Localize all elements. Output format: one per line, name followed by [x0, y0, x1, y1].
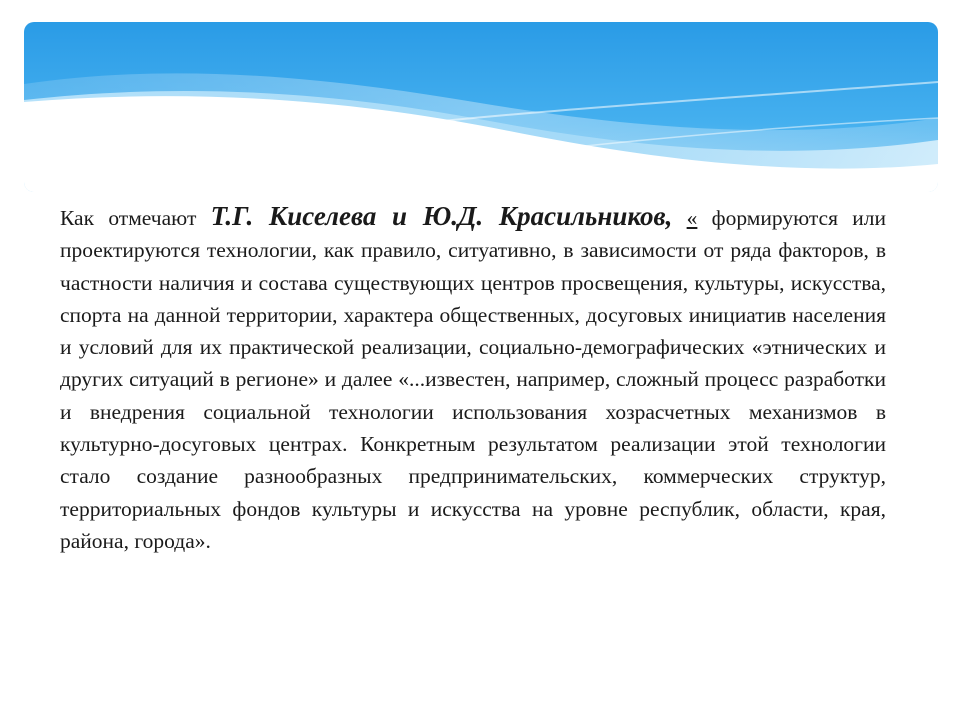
authors-name: Т.Г. Киселева и Ю.Д. Красильников,: [210, 201, 673, 231]
quote-paragraph: [60, 200, 886, 557]
opening-quote-mark: «: [686, 206, 698, 230]
paragraph-body: формируются или проектируются технологии, как правило, ситуативно, в зависимости от ряда факторов, в частности наличия и состава существующих центров просвещения, культуры, искусства, спорта на данной территории, характера общественных, досуговых инициатив населения и условий для их практической реализации, социально-демографических «этнических и других ситуаций в регионе» и далее «...известен, например, сложный процесс разработки и внедрения социальной технологии использования хозрасчетных механизмов в культурно-досуговых центрах. Конкретным результатом реализации этой технологии стало создание разнообразных предпринимательских, коммерческих структур, территориальных фондов культуры и искусства на уровне республик, области, края, района, города».: [60, 206, 887, 553]
paragraph-intro: Как отмечают: [60, 206, 211, 230]
wave-banner: [24, 22, 938, 192]
